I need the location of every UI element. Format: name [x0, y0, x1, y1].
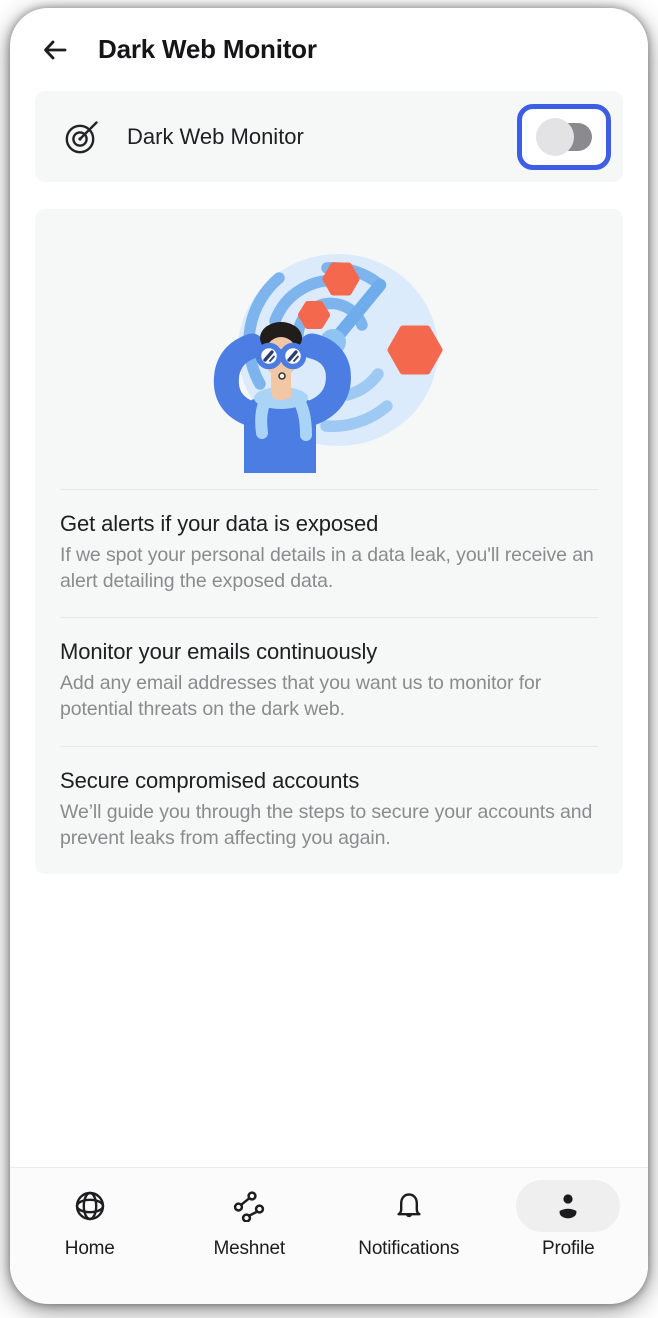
feature-title: Secure compromised accounts: [60, 767, 360, 793]
bottom-navigation: [10, 1167, 648, 1304]
nav-icon-slot-active-pill: [516, 1180, 620, 1232]
nav-label: Meshnet: [213, 1238, 285, 1259]
app-screen: [10, 8, 648, 1304]
feature-title: Get alerts if your data is exposed: [60, 511, 379, 536]
nav-icon-slot: [197, 1180, 301, 1232]
feature-description: If we spot your personal details in a data leak, you'll receive an alert detailing the exposed data.: [60, 544, 594, 592]
feature-description: Add any email addresses that you want us to monitor for potential threats on the dark web.: [60, 672, 542, 721]
back-button[interactable]: [40, 35, 70, 65]
feature-secure-accounts: [35, 747, 623, 874]
page-title: Dark Web Monitor: [98, 34, 317, 64]
feature-title: Monitor your emails continuously: [60, 639, 378, 665]
bell-icon: [393, 1190, 425, 1222]
illustration: [35, 209, 623, 489]
toggle-focus-ring: [517, 104, 611, 170]
radar-target-icon: [63, 118, 101, 156]
info-card: [35, 209, 623, 874]
nav-icon-slot: [357, 1180, 461, 1232]
nav-item-profile[interactable]: [489, 1180, 649, 1304]
header: [10, 8, 648, 65]
nav-item-meshnet[interactable]: [170, 1180, 330, 1304]
nav-icon-slot: [38, 1180, 142, 1232]
mesh-network-icon: [233, 1190, 265, 1222]
person-icon: [552, 1190, 584, 1222]
dark-web-monitor-switch[interactable]: [536, 118, 592, 156]
feature-monitor-emails: [35, 618, 623, 745]
arrow-left-icon: [41, 36, 69, 64]
dark-web-monitor-toggle-card: [35, 91, 623, 182]
feature-description: We’ll guide you through the steps to secure your accounts and prevent leaks from affecting you again.: [60, 800, 593, 849]
switch-thumb: [536, 118, 574, 156]
nav-item-notifications[interactable]: [329, 1180, 489, 1304]
nav-label: Notifications: [358, 1238, 460, 1259]
nav-item-home[interactable]: [10, 1180, 170, 1304]
globe-icon: [74, 1190, 106, 1222]
toggle-card-label: Dark Web Monitor: [127, 123, 304, 149]
feature-alerts: [35, 490, 623, 617]
person-binoculars-radar-illustration: [35, 211, 623, 487]
nav-label: Profile: [542, 1238, 595, 1259]
nav-label: Home: [64, 1238, 115, 1259]
